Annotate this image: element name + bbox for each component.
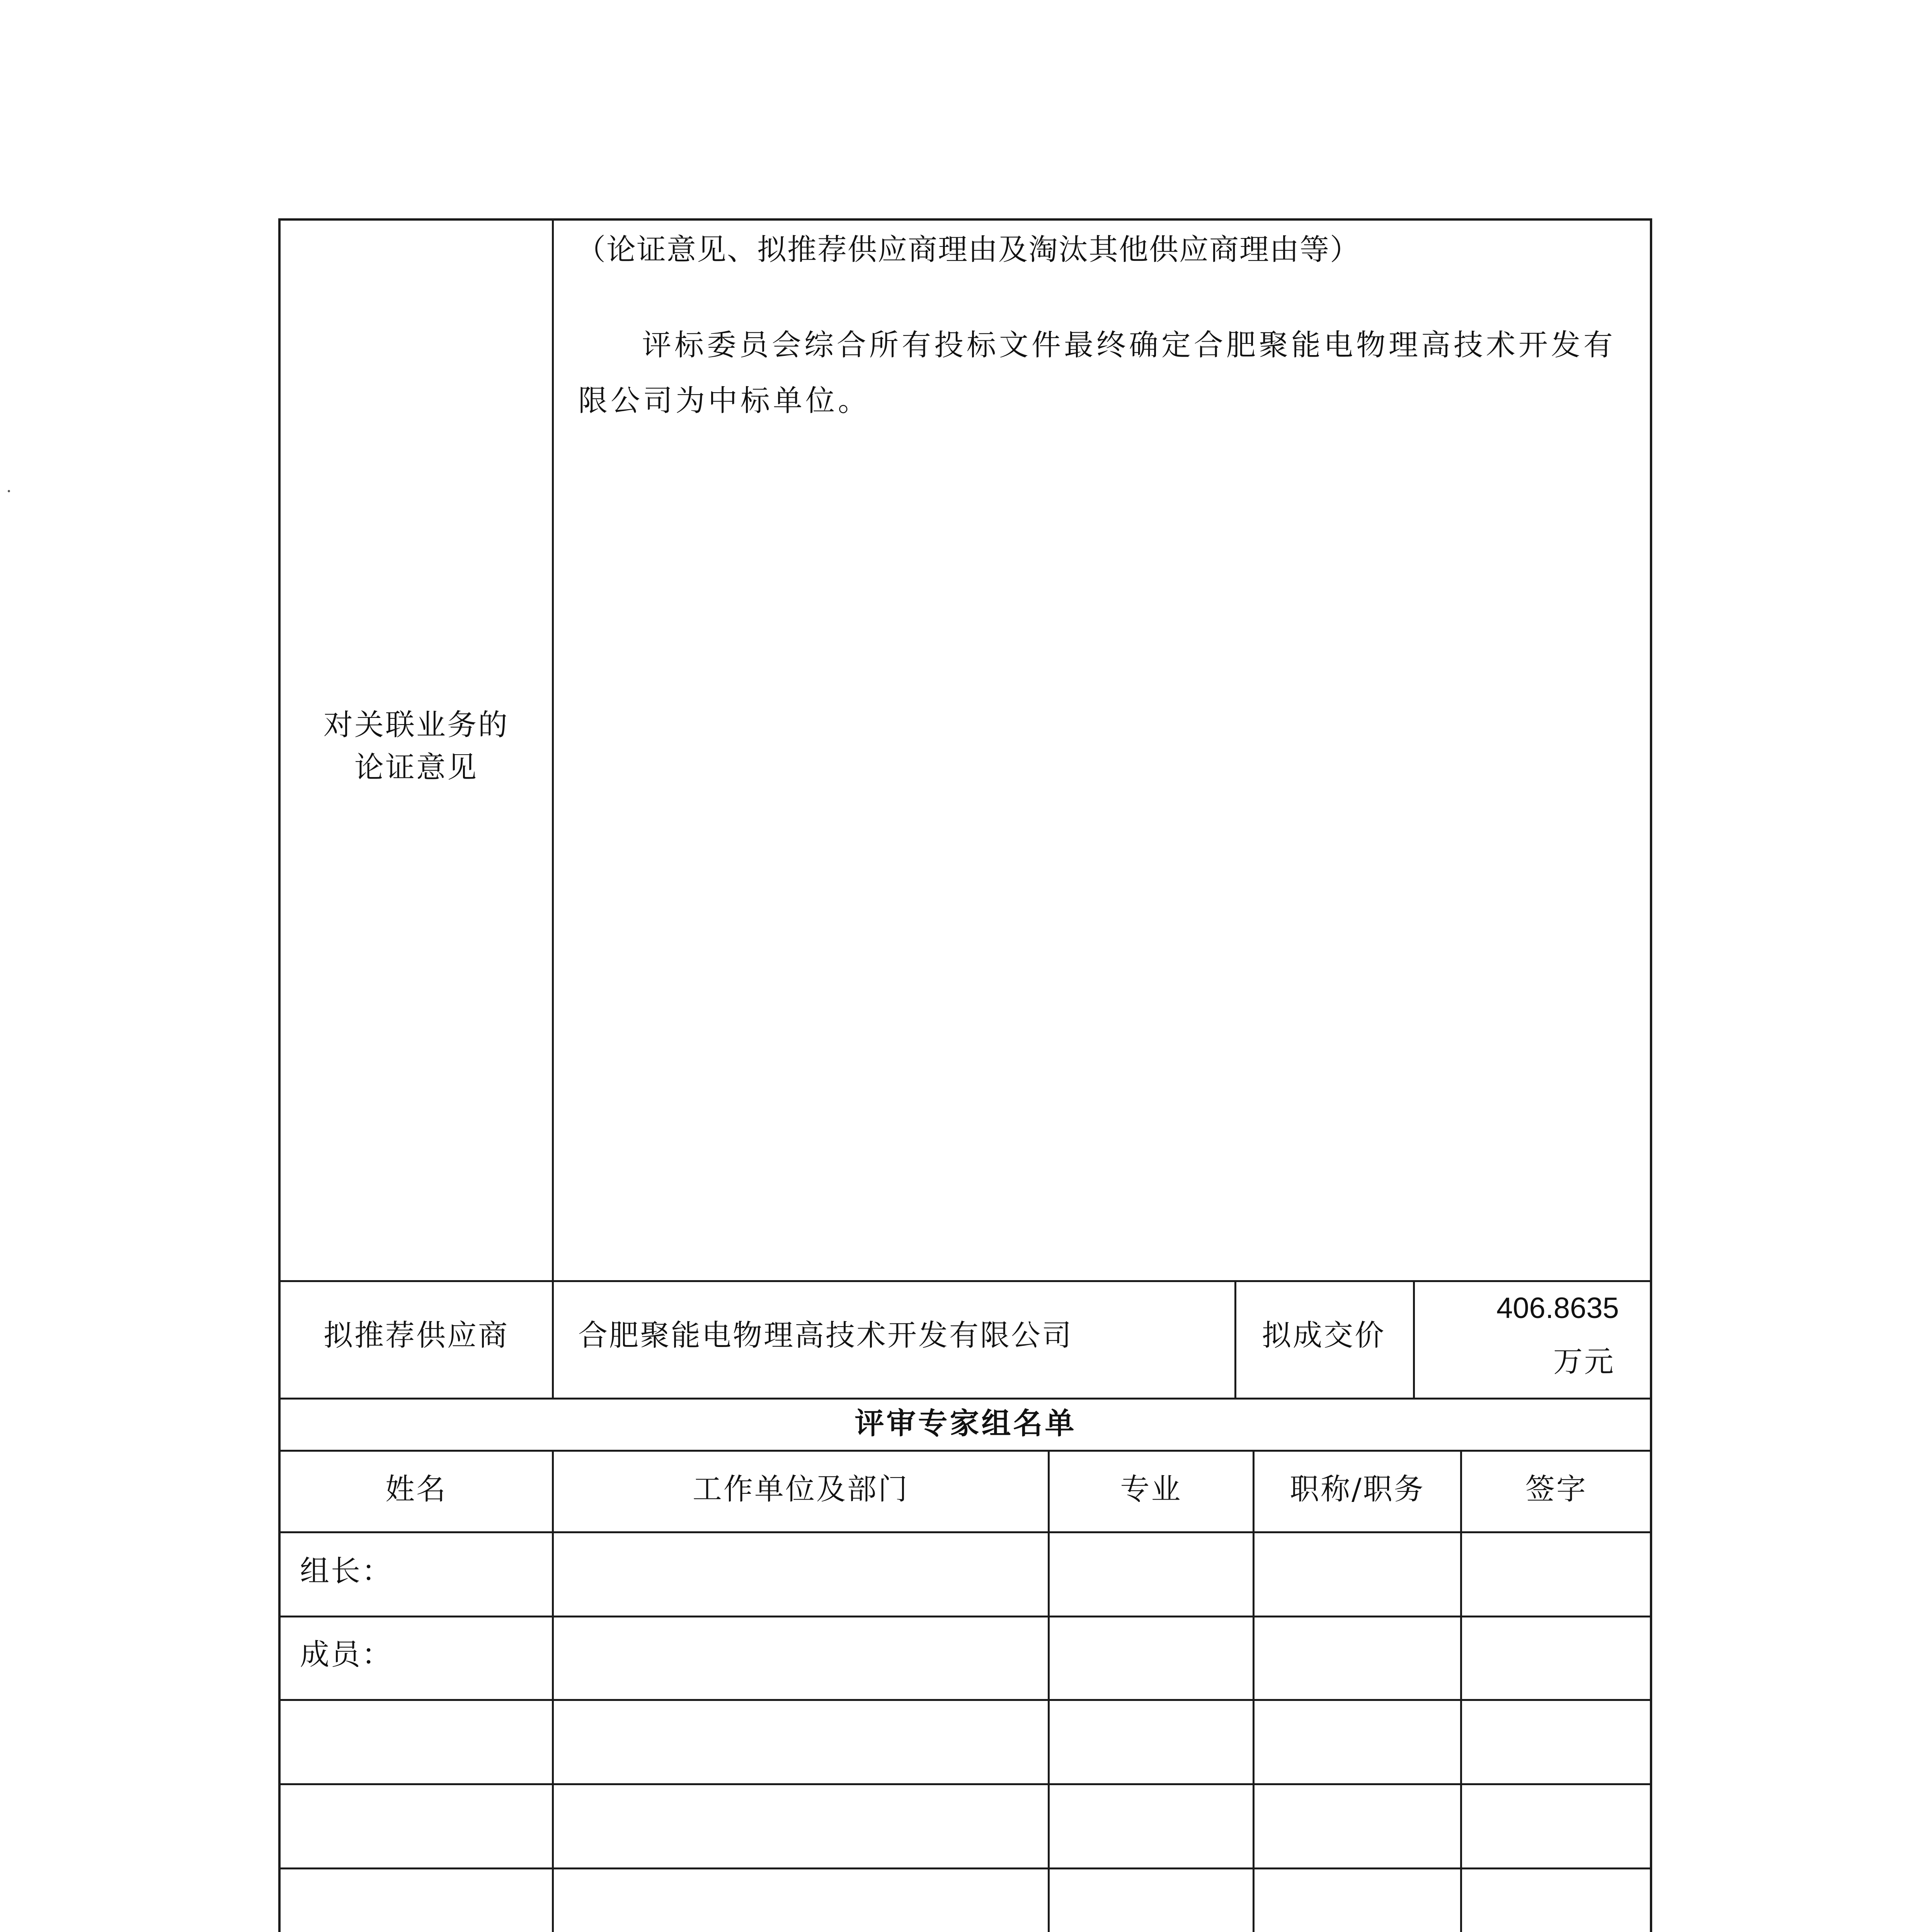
rule-after-supplier: [281, 1398, 1651, 1400]
col-rule-price: [1413, 1280, 1415, 1398]
col-rule-label: [552, 221, 554, 1398]
col-rule-major: [1253, 1450, 1255, 1932]
opinion-hint: （论证意见、拟推荐供应商理由及淘汰其他供应商理由等）: [576, 232, 1360, 267]
header-major: 专业: [1120, 1472, 1182, 1506]
opinion-label-line2: 论证意见: [354, 750, 478, 785]
opinion-body: 评标委员会综合所有投标文件最终确定合肥聚能电物理高技术开发有限公司为中标单位。: [578, 328, 1616, 418]
header-signature: 签字: [1525, 1472, 1587, 1506]
opinion-label: [281, 704, 552, 789]
scan-speck: [8, 490, 10, 492]
col-rule-title: [1460, 1450, 1462, 1932]
price-label: 拟成交价: [1262, 1318, 1386, 1352]
header-name: 姓名: [385, 1472, 447, 1506]
expert-row-member-name: 成员：: [300, 1637, 393, 1672]
supplier-name: 合肥聚能电物理高技术开发有限公司: [578, 1318, 1073, 1352]
rule-after-title: [281, 1450, 1651, 1452]
col-rule-name: [552, 1450, 554, 1932]
rule-after-row4: [281, 1867, 1651, 1869]
rule-after-opinion: [281, 1280, 1651, 1282]
header-organization: 工作单位及部门: [693, 1472, 909, 1506]
price-value: 406.8635: [1496, 1292, 1619, 1325]
expert-row-leader-name: 组长：: [300, 1554, 393, 1588]
rule-after-row3: [281, 1783, 1651, 1785]
rule-after-headers: [281, 1531, 1651, 1533]
price-unit: 万元: [1553, 1344, 1615, 1379]
opinion-label-line1: 对关联业务的: [323, 707, 509, 742]
header-title-position: 职称/职务: [1290, 1472, 1425, 1506]
supplier-label: 拟推荐供应商: [323, 1318, 509, 1352]
approval-form-table: [278, 218, 1652, 1932]
rule-after-row1: [281, 1616, 1651, 1617]
expert-list-title: 评审专家组名单: [855, 1406, 1077, 1440]
rule-after-row2: [281, 1699, 1651, 1701]
col-rule-org: [1048, 1450, 1050, 1932]
